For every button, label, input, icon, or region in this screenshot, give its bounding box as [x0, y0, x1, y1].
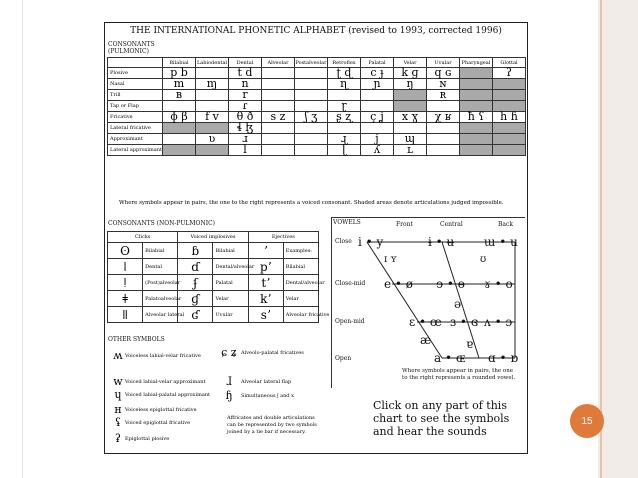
- consonant-row: [108, 79, 526, 90]
- consonant-cell[interactable]: ʎ: [360, 145, 393, 156]
- consonant-cell[interactable]: ʙ: [162, 90, 195, 101]
- nonpulmonic-symbol[interactable]: ɠ: [178, 291, 213, 307]
- consonant-cell: [492, 134, 525, 145]
- other-symbol: ʍ: [113, 349, 123, 362]
- vowel-open-mid-central[interactable]: ɜ • ɞ: [450, 315, 479, 329]
- other-symbol-description: Simultaneous ʃ and x: [241, 393, 294, 399]
- slide-right-rule: [600, 0, 602, 478]
- nonpulmonic-description: Palatal: [213, 275, 248, 291]
- consonant-cell[interactable]: m: [162, 79, 195, 90]
- central-label: Central: [440, 221, 463, 228]
- vowel-chart[interactable]: [331, 217, 525, 388]
- ejectives-header: Ejectives: [248, 232, 318, 243]
- nonpulmonic-row: [108, 259, 319, 275]
- nonpulmonic-description: Bilabial: [283, 259, 318, 275]
- column-header: Bilabial: [162, 58, 195, 68]
- nonpulmonic-table[interactable]: [107, 231, 330, 323]
- consonant-row: [108, 90, 526, 101]
- vowel-close-mid-central[interactable]: ɘ • ɵ: [436, 277, 466, 291]
- nonpulmonic-symbol[interactable]: ʛ: [178, 307, 213, 323]
- other-symbol-item[interactable]: [111, 388, 210, 401]
- row-label: Fricative: [108, 112, 163, 123]
- consonant-cell[interactable]: ɻ: [327, 134, 360, 145]
- consonant-cell: [459, 90, 492, 101]
- nonpulmonic-description: Velar: [283, 291, 318, 307]
- clicks-header: Clicks: [108, 232, 178, 243]
- other-symbol: ɧ: [225, 389, 233, 402]
- vowel-close-central[interactable]: ɨ • ʉ: [428, 235, 455, 249]
- nonpulmonic-symbol[interactable]: ǃ: [108, 275, 143, 291]
- vowel-open-mid-back[interactable]: ʌ • ɔ: [484, 315, 513, 329]
- nonpulmonic-description: Dental: [143, 259, 178, 275]
- vowel-note-line-2: to the right represents a rounded vowel.: [402, 375, 516, 381]
- consonant-cell[interactable]: ʔ: [492, 68, 525, 79]
- consonant-cell[interactable]: c ɟ: [360, 68, 393, 79]
- nonpulmonic-heading: CONSONANTS (NON-PULMONIC): [108, 220, 216, 227]
- column-header: Velar: [393, 58, 426, 68]
- consonant-cell: [261, 134, 294, 145]
- other-symbol-item[interactable]: [111, 375, 205, 388]
- consonant-cell[interactable]: ɬ ɮ: [228, 123, 261, 134]
- slide-left-rule: [22, 0, 23, 478]
- nonpulmonic-symbol[interactable]: ǀ: [108, 259, 143, 275]
- other-symbol-item[interactable]: [111, 403, 197, 416]
- consonant-cell: [162, 134, 195, 145]
- column-header: Labiodental: [196, 59, 228, 66]
- nonpulmonic-description: Bilabial: [213, 243, 248, 259]
- consonant-cell[interactable]: ʟ: [393, 145, 426, 156]
- consonant-cell: [162, 123, 195, 134]
- pulmonic-subheading: (PULMONIC): [108, 48, 149, 55]
- front-label: Front: [396, 221, 413, 228]
- vowel-near-open-central[interactable]: ɐ: [466, 337, 474, 351]
- close-mid-label: Close-mid: [335, 280, 366, 287]
- vowel-near-open-front[interactable]: æ: [420, 333, 432, 347]
- consonant-cell: [294, 68, 327, 79]
- row-label: Approximant: [108, 134, 163, 145]
- other-symbol-item[interactable]: [111, 349, 201, 362]
- nonpulmonic-symbol[interactable]: ɓ: [178, 243, 213, 259]
- consonant-cell: [459, 79, 492, 90]
- vowel-close-mid-back[interactable]: ɤ • o: [484, 277, 513, 291]
- consonant-cell: [261, 79, 294, 90]
- column-header: Uvular: [426, 58, 459, 68]
- vowel-near-close-front[interactable]: ɪ ʏ: [384, 254, 397, 265]
- nonpulmonic-description: Dental/alveolar: [283, 275, 318, 291]
- consonant-cell: [393, 90, 426, 101]
- consonant-cell[interactable]: ɲ: [360, 79, 393, 90]
- close-label: Close: [335, 238, 352, 245]
- consonant-cell[interactable]: ħ ʕ: [459, 112, 492, 123]
- row-label: Nasal: [108, 79, 163, 90]
- back-label: Back: [498, 221, 513, 228]
- consonant-cell[interactable]: q ɢ: [426, 68, 459, 79]
- consonant-cell[interactable]: l: [228, 145, 261, 156]
- consonant-cell[interactable]: χ ʁ: [426, 112, 459, 123]
- other-symbol-description: Voiced epiglottal fricative: [125, 420, 191, 426]
- column-header: Palatal: [360, 58, 393, 68]
- consonant-cell[interactable]: t d: [228, 68, 261, 79]
- nonpulmonic-description: Uvular: [213, 307, 248, 323]
- column-header: Glottal: [492, 58, 525, 68]
- consonant-cell[interactable]: k ɡ: [393, 68, 426, 79]
- other-symbol: ʡ: [115, 432, 121, 445]
- consonants-heading: CONSONANTS: [108, 41, 155, 48]
- consonant-cell[interactable]: ʀ: [426, 90, 459, 101]
- vowel-note-line-1: Where symbols appear in pairs, the one: [402, 368, 514, 374]
- consonant-cell[interactable]: ɾ: [228, 101, 261, 112]
- row-label: Plosive: [108, 68, 163, 79]
- other-symbol-description: Voiceless labial-velar fricative: [125, 353, 201, 359]
- consonant-row: [108, 112, 526, 123]
- vowel-close-mid-front[interactable]: e • ø: [384, 277, 414, 291]
- consonant-cell: [294, 145, 327, 156]
- consonant-cell[interactable]: ʂ ʐ: [327, 112, 360, 123]
- nonpulmonic-symbol[interactable]: ǂ: [108, 291, 143, 307]
- consonant-row: [108, 68, 526, 79]
- other-symbol: ɕ ʑ: [221, 346, 237, 359]
- nonpulmonic-row: [108, 275, 319, 291]
- consonant-cell: [426, 145, 459, 156]
- consonant-cell: [492, 123, 525, 134]
- ipa-chart[interactable]: [104, 22, 528, 454]
- row-header-blank: [108, 58, 163, 68]
- consonant-cell: [426, 134, 459, 145]
- consonant-cell: [294, 123, 327, 134]
- row-label: Tap or Flap: [108, 101, 163, 112]
- consonant-cell[interactable]: ɸ β: [162, 112, 195, 123]
- nonpulmonic-symbol[interactable]: ʄ: [178, 275, 213, 291]
- consonant-cell: [492, 79, 525, 90]
- click-instruction-line-2: chart to see the symbols: [373, 412, 510, 425]
- consonant-row: [108, 145, 526, 156]
- consonant-cell[interactable]: ç ʝ: [360, 112, 393, 123]
- other-symbol-description: Alveolar lateral flap: [241, 379, 292, 385]
- other-symbol-item[interactable]: [111, 432, 169, 445]
- consonant-cell: [459, 134, 492, 145]
- other-symbol-description: Voiceless epiglottal fricative: [125, 407, 197, 413]
- other-symbol-item[interactable]: [217, 375, 291, 388]
- consonant-cell: [162, 145, 195, 156]
- vowel-close-front[interactable]: i • y: [358, 235, 384, 249]
- column-header: Dental: [228, 58, 261, 68]
- nonpulmonic-description: Palatoalveolar: [143, 291, 178, 307]
- consonant-cell[interactable]: j: [360, 134, 393, 145]
- consonant-cell: [459, 145, 492, 156]
- consonant-cell[interactable]: ʋ: [195, 134, 228, 145]
- consonant-cell: [195, 145, 228, 156]
- nonpulmonic-description: Alveolar lateral: [143, 307, 178, 323]
- consonant-cell: [261, 123, 294, 134]
- other-symbol-description: Alveolo-palatal fricatives: [241, 350, 304, 356]
- other-symbol-item[interactable]: [217, 346, 304, 359]
- consonant-cell: [261, 145, 294, 156]
- consonant-cell: [459, 123, 492, 134]
- consonant-cell[interactable]: ɳ: [327, 79, 360, 90]
- consonant-cell: [294, 79, 327, 90]
- consonant-cell[interactable]: s z: [261, 112, 294, 123]
- other-symbol: ɥ: [114, 388, 122, 401]
- other-symbol: ʜ: [114, 403, 122, 416]
- consonant-cell[interactable]: ŋ: [393, 79, 426, 90]
- consonant-cell[interactable]: ɹ: [228, 134, 261, 145]
- consonant-cell: [195, 90, 228, 101]
- nonpulmonic-description: Examples:: [283, 243, 318, 259]
- consonant-cell: [261, 90, 294, 101]
- slide-number-badge: 15: [570, 404, 604, 438]
- vowel-close-back[interactable]: ɯ • u: [484, 235, 518, 249]
- other-symbol-item[interactable]: [111, 416, 190, 429]
- consonant-cell: [360, 90, 393, 101]
- open-mid-label: Open-mid: [335, 318, 365, 325]
- nonpulmonic-description: Alveolar fricative: [283, 307, 318, 323]
- nonpulmonic-symbol[interactable]: pʼ: [248, 259, 283, 275]
- nonpulmonic-symbol[interactable]: ǁ: [108, 307, 143, 323]
- row-label: Lateral approximant: [108, 145, 163, 156]
- other-symbol-description: Voiced labial-velar approximant: [125, 379, 206, 385]
- consonant-cell[interactable]: ɱ: [195, 79, 228, 90]
- consonant-cell[interactable]: p b: [162, 68, 195, 79]
- row-label: Trill: [108, 90, 163, 101]
- consonant-cell: [294, 90, 327, 101]
- slide-right-border: [598, 0, 638, 478]
- consonant-cell[interactable]: x ɣ: [393, 112, 426, 123]
- consonant-cell[interactable]: ʃ ʒ: [294, 112, 327, 123]
- nonpulmonic-symbol[interactable]: sʼ: [248, 307, 283, 323]
- column-header: Alveolar: [261, 58, 294, 68]
- consonant-cell: [294, 134, 327, 145]
- vowels-heading: VOWELS: [333, 219, 361, 226]
- consonant-cell[interactable]: h ɦ: [492, 112, 525, 123]
- consonant-cell[interactable]: f v: [195, 112, 228, 123]
- vowel-schwa[interactable]: ə: [454, 297, 462, 311]
- vowel-open-mid-front[interactable]: ɛ • œ: [409, 315, 442, 329]
- consonant-cell: [492, 90, 525, 101]
- other-symbol-description: Voiced labial-palatal approximant: [125, 392, 211, 398]
- consonant-cell[interactable]: ɰ: [393, 134, 426, 145]
- click-instruction-line-1: Click on any part of this: [373, 399, 507, 412]
- pulmonic-consonant-table[interactable]: [107, 57, 526, 156]
- nonpulmonic-description: (Post)alveolar: [143, 275, 178, 291]
- click-instruction-line-3: and hear the sounds: [373, 425, 487, 438]
- nonpulmonic-row: [108, 243, 319, 259]
- affricate-note-line: Affricates and double articulations: [227, 415, 315, 421]
- other-symbols-heading: OTHER SYMBOLS: [108, 336, 165, 343]
- consonant-cell[interactable]: θ ð: [228, 112, 261, 123]
- other-symbol: w: [113, 375, 123, 388]
- affricate-note-line: can be represented by two symbols: [227, 422, 317, 428]
- other-symbol: ʢ: [115, 416, 121, 429]
- nonpulmonic-symbol[interactable]: ʘ: [108, 243, 143, 259]
- vowel-open-front[interactable]: a • ɶ: [434, 351, 466, 365]
- nonpulmonic-description: Dental/alveolar: [213, 259, 248, 275]
- consonant-cell: [426, 123, 459, 134]
- consonant-row: [108, 134, 526, 145]
- consonant-cell: [459, 68, 492, 79]
- consonant-cell[interactable]: ɽ: [327, 101, 360, 112]
- other-symbol-description: Epiglottal plosive: [125, 436, 170, 442]
- column-header: Postalveolar: [295, 59, 327, 66]
- nonpulmonic-row: [108, 291, 319, 307]
- nonpulmonic-row: [108, 307, 319, 323]
- consonant-cell[interactable]: r: [228, 90, 261, 101]
- vowel-open-back[interactable]: ɑ • ɒ: [488, 351, 519, 365]
- consonant-row: [108, 123, 526, 134]
- open-label: Open: [335, 355, 352, 362]
- other-symbol-item[interactable]: [217, 389, 294, 402]
- consonant-cell[interactable]: n: [228, 79, 261, 90]
- nonpulmonic-description: Bilabial: [143, 243, 178, 259]
- nonpulmonic-symbol[interactable]: tʼ: [248, 275, 283, 291]
- vowel-near-close-back[interactable]: ʊ: [480, 254, 487, 265]
- consonant-cell[interactable]: ɭ: [327, 145, 360, 156]
- row-label: Lateral fricative: [108, 123, 163, 134]
- consonant-cell: [492, 145, 525, 156]
- consonant-cell: [261, 68, 294, 79]
- consonant-note: Where symbols appear in pairs, the one to the right represents a voiced consonant. Shaded areas denote articulations judged impossible.: [119, 200, 504, 206]
- implosives-header: Voiced implosives: [178, 232, 248, 243]
- nonpulmonic-symbol[interactable]: ʼ: [248, 243, 283, 259]
- affricate-note-line: joined by a tie bar if necessary.: [227, 429, 306, 435]
- nonpulmonic-symbol[interactable]: kʼ: [248, 291, 283, 307]
- consonant-cell[interactable]: ʈ ɖ: [327, 68, 360, 79]
- other-symbol: ɺ: [226, 375, 232, 388]
- column-header: Retroflex: [327, 58, 360, 68]
- nonpulmonic-symbol[interactable]: ɗ: [178, 259, 213, 275]
- consonant-cell[interactable]: ɴ: [426, 79, 459, 90]
- chart-title: THE INTERNATIONAL PHONETIC ALPHABET (revised to 1993, corrected 1996): [130, 26, 502, 36]
- click-instruction: [373, 399, 509, 438]
- column-header: Pharyngeal: [459, 58, 492, 68]
- nonpulmonic-description: Velar: [213, 291, 248, 307]
